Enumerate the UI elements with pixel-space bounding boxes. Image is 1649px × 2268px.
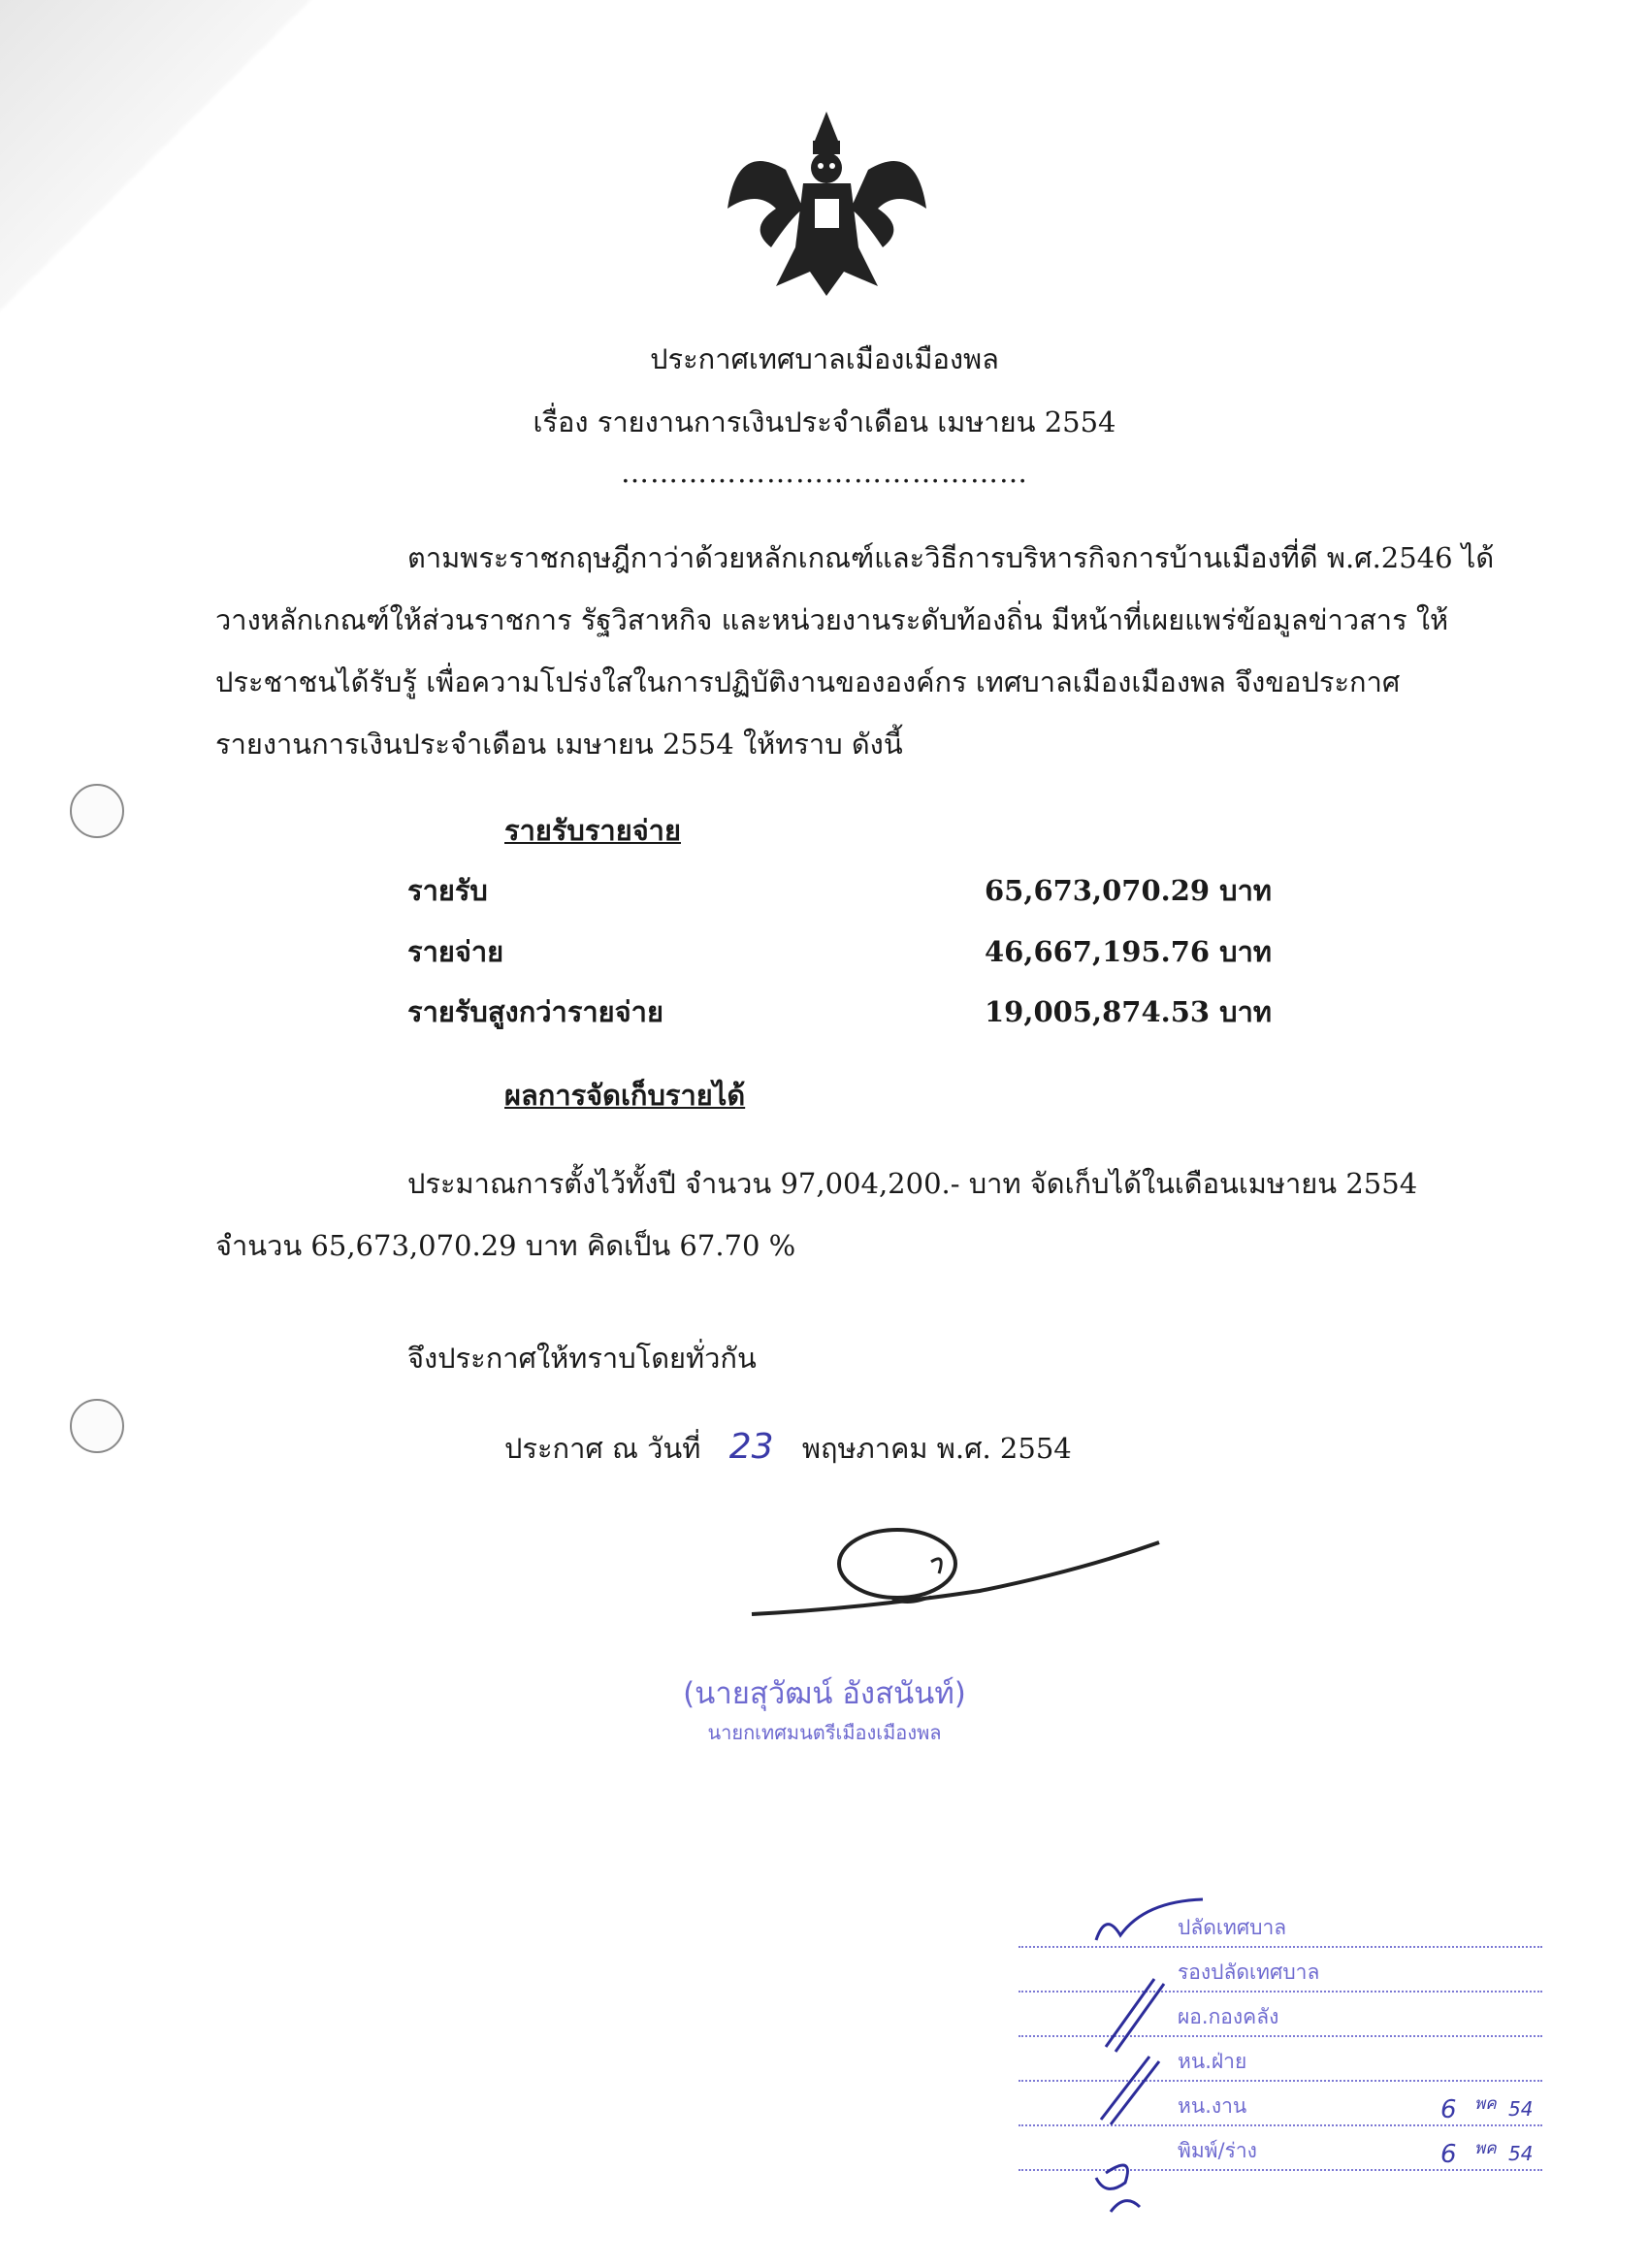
intro-line-2: วางหลักเกณฑ์ให้ส่วนราชการ รัฐวิสาหกิจ และหน่วยงานระดับท้องถิ่น มีหน้าที่เผยแพร่ข้อมูลข่าวสาร ให้ [215,603,1449,636]
routing-day: 6 [1440,2140,1457,2169]
expense-value: 46,667,195.76 บาท [985,935,1272,968]
routing-label: หน.ฝ่าย [1174,2046,1250,2078]
date-prefix: ประกาศ ณ วันที่ [504,1432,701,1465]
surplus-label: รายรับสูงกว่ารายจ่าย [407,995,663,1028]
routing-day: 6 [1440,2095,1457,2124]
collection-line-2: จำนวน 65,673,070.29 บาท คิดเป็น 67.70 % [215,1229,796,1262]
routing-month: พค [1474,2139,1497,2158]
collection-heading: ผลการจัดเก็บรายได้ [504,1079,746,1112]
routing-year: 54 [1508,2142,1534,2165]
routing-year: 54 [1508,2097,1534,2121]
signatory-position: นายกเทศมนตรีเมืองเมืองพล [707,1721,942,1744]
intro-line-1: ตามพระราชกฤษฎีกาว่าด้วยหลักเกณฑ์และวิธีการบริหารกิจการบ้านเมืองที่ดี พ.ศ.2546 ได้ [407,541,1495,574]
routing-label: รองปลัดเทศบาล [1174,1957,1323,1989]
routing-initials-mark [1048,1892,1242,2221]
intro-line-4: รายงานการเงินประจำเดือน เมษายน 2554 ให้ทราบ ดังนี้ [215,728,903,761]
surplus-value: 19,005,874.53 บาท [985,995,1272,1028]
issuer-title: ประกาศเทศบาลเมืองเมืองพล [650,342,999,375]
punch-hole-lower [70,1399,124,1453]
subject-line: เรื่อง รายงานการเงินประจำเดือน เมษายน 2554 [533,405,1116,438]
collection-line-1: ประมาณการตั้งไว้ทั้งปี จำนวน 97,004,200.- บาท จัดเก็บได้ในเดือนเมษายน 2554 [407,1167,1418,1200]
separator-dots: …………………………………… [621,456,1028,489]
punch-hole-upper [70,784,124,838]
routing-label: พิมพ์/ร่าง [1174,2135,1261,2167]
date-suffix: พฤษภาคม พ.ศ. 2554 [801,1432,1072,1465]
intro-line-3: ประชาชนได้รับรู้ เพื่อความโปร่งใสในการปฏิบัติงานขององค์กร เทศบาลเมืองเมืองพล จึงขอประกาศ [215,665,1401,698]
routing-label: หน.งาน [1174,2090,1250,2122]
signatory-name: (นายสุวัฒน์ อังสนันท์) [683,1676,966,1711]
date-day-handwritten: 23 [728,1427,774,1467]
routing-label: ปลัดเทศบาล [1174,1912,1290,1944]
routing-month: พค [1474,2094,1497,2114]
finance-heading: รายรับรายจ่าย [504,814,681,847]
routing-label: ผอ.กองคลัง [1174,2001,1282,2033]
garuda-emblem-icon [718,102,936,306]
announce-date [504,1419,1072,1476]
income-value: 65,673,070.29 บาท [985,874,1272,907]
signature-mark [747,1513,1174,1630]
income-label: รายรับ [407,874,488,907]
expense-label: รายจ่าย [407,935,504,968]
folded-corner [0,0,320,320]
announce-line: จึงประกาศให้ทราบโดยทั่วกัน [407,1342,757,1375]
